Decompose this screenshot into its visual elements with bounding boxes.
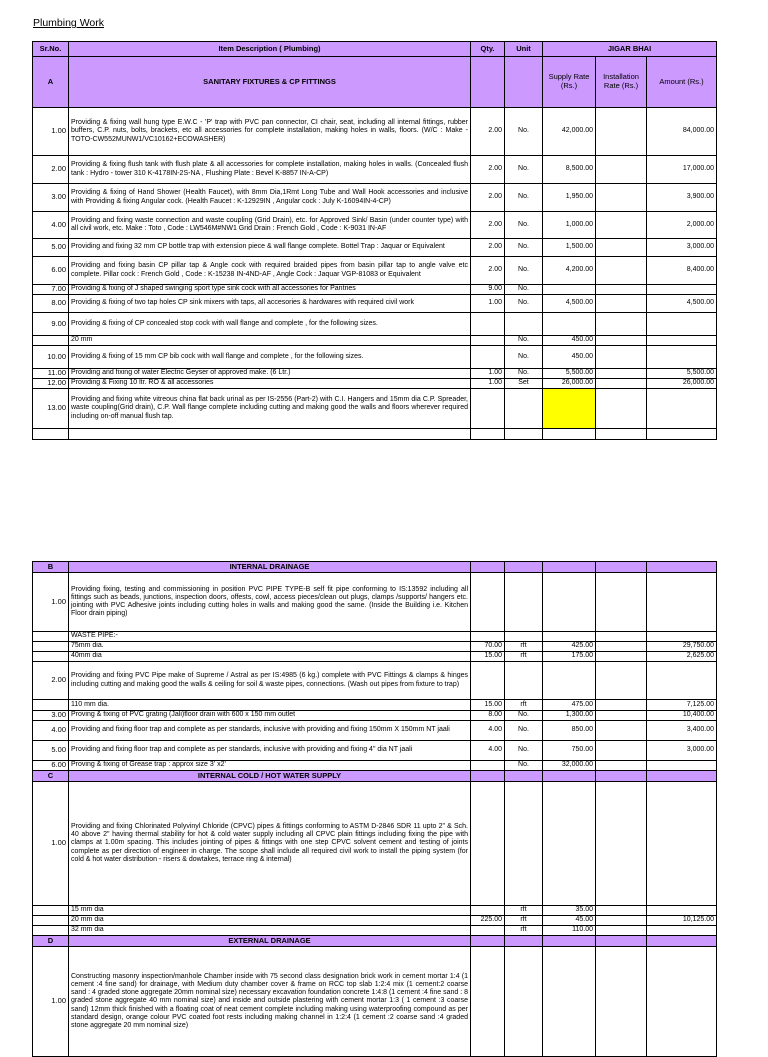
section-b-title: INTERNAL DRAINAGE bbox=[69, 562, 471, 573]
cell-amount bbox=[647, 313, 717, 336]
table-row bbox=[33, 573, 717, 632]
cell-desc: Providing and fixing floor trap and complete as per standards, inclusive with providing and fixing 150mm X 150mm NT jaali bbox=[69, 721, 471, 741]
cell-install bbox=[596, 642, 647, 652]
cell-unit: rft bbox=[505, 916, 543, 926]
cell-amount: 3,400.00 bbox=[647, 721, 717, 741]
table-row bbox=[33, 313, 717, 336]
cell-desc: Providing & fixing of J shaped swinging sport type sink cock with all accessories for Pantries bbox=[69, 285, 471, 295]
cell-install bbox=[596, 721, 647, 741]
cell-desc: Providing and fixing waste connection and waste coupling (Grid Drain), etc. for Approved Sink/ Basin (under counter type) with all civil work, etc. Make : Toto , Code : LW546M#NW1 Grid Drain : French Gold , Code : K-9031 IN-AF bbox=[69, 212, 471, 239]
cell-sr: 9.00 bbox=[33, 313, 69, 336]
cell-supply: 1,500.00 bbox=[543, 239, 596, 257]
cell-supply bbox=[543, 662, 596, 700]
cell-qty: 4.00 bbox=[471, 741, 505, 761]
cell-unit: No. bbox=[505, 336, 543, 346]
table-row bbox=[33, 632, 717, 642]
cell-supply: 450.00 bbox=[543, 346, 596, 369]
table-row bbox=[33, 761, 717, 771]
cell-qty: 1.00 bbox=[471, 295, 505, 313]
cell-qty: 2.00 bbox=[471, 239, 505, 257]
cell-sr: 13.00 bbox=[33, 389, 69, 429]
cell-sr: 7.00 bbox=[33, 285, 69, 295]
table-row bbox=[33, 184, 717, 212]
cell-sr: 5.00 bbox=[33, 239, 69, 257]
cell-qty bbox=[471, 782, 505, 906]
cell-desc: Providing and fixing floor trap and complete as per standards, inclusive with providing and fixing 4" dia NT jaali bbox=[69, 741, 471, 761]
page-title: Plumbing Work bbox=[33, 17, 104, 29]
cell-amount: 3,900.00 bbox=[647, 184, 717, 212]
table-row bbox=[33, 285, 717, 295]
cell-desc: Providing & fixing flush tank with flush plate & all accessories for complete installation, making holes in walls. (Concealed flush tank : Hydro - tower 310 K-4178IN-2S-NA , Flushing Plate : Bevel K-8857 IN-A-CP) bbox=[69, 156, 471, 184]
cell-qty bbox=[471, 761, 505, 771]
cell-unit bbox=[505, 573, 543, 632]
cell-supply: 32,000.00 bbox=[543, 761, 596, 771]
cell-unit: Set bbox=[505, 379, 543, 389]
cell-desc: Constructing masonry inspection/manhole Chamber inside with 75 second class designation brick work in cement mortar 1:4 (1 cement :4 fine sand) for drainage, with Medium duty chamber cover & frame on RCC top slab 1:2:4 mix (1 cement:2 coarse sand : 4 graded stone aggregate 20mm nominal size) necessary excavation foundation concrete 1:4:8 (1 cement :4 fine sand : 8 graded stone aggregate 40 mm nominal size) and inside and outside plastering with cement mortar 1:3 ( 1 cement :3 coarse sand) 12mm thick finished with a floating coat of neat cement complete including making using waterproofing compound as per standard design, orange colour PVC coated foot rests including making channel in 1:2:4 (1 cement :2 coarse sand :4 graded stone aggregate 20 mm nominal size) bbox=[69, 947, 471, 1057]
cell-unit: No. bbox=[505, 295, 543, 313]
cell-desc: 75mm dia. bbox=[69, 642, 471, 652]
cell-install bbox=[596, 662, 647, 700]
cell-install bbox=[596, 916, 647, 926]
cell-unit: No. bbox=[505, 285, 543, 295]
cell-qty: 2.00 bbox=[471, 108, 505, 156]
cell-unit: No. bbox=[505, 721, 543, 741]
cell-supply: 1,000.00 bbox=[543, 212, 596, 239]
cell-install bbox=[596, 389, 647, 429]
table-row bbox=[33, 782, 717, 906]
sanitary-table bbox=[32, 41, 717, 440]
cell-unit bbox=[505, 947, 543, 1057]
cell-supply: 42,000.00 bbox=[543, 108, 596, 156]
cell-install bbox=[596, 573, 647, 632]
table-row bbox=[33, 379, 717, 389]
cell-desc: Providing and fixing of water Electric Geyser of approved make. (6 Ltr.) bbox=[69, 369, 471, 379]
cell-qty: 9.00 bbox=[471, 285, 505, 295]
cell-desc: Providing and fixing 32 mm CP bottle trap with extension piece & wall flange complete. Bottel Trap : Jaquar or Equivalent bbox=[69, 239, 471, 257]
cell-amount: 2,625.00 bbox=[647, 652, 717, 662]
table-row bbox=[33, 652, 717, 662]
table-row bbox=[33, 926, 717, 936]
cell-desc: Providing and fixing PVC Pipe make of Supreme / Astral as per IS:4985 (6 kg.) complete with PVC Fittings & clamps & hinges including cutting and making good the walls & ceiling for soil & waste pipes, connections. (Wash out pipes from fixture to trap) bbox=[69, 662, 471, 700]
cell-install bbox=[596, 313, 647, 336]
cell-amount bbox=[647, 926, 717, 936]
table-row bbox=[33, 295, 717, 313]
cell-unit: No. bbox=[505, 761, 543, 771]
cell-sr bbox=[33, 916, 69, 926]
header-installation-rate: Installation Rate (Rs.) bbox=[596, 57, 647, 108]
table-row bbox=[33, 389, 717, 429]
cell-supply: 475.00 bbox=[543, 700, 596, 711]
cell-qty: 70.00 bbox=[471, 642, 505, 652]
cell-qty bbox=[471, 346, 505, 369]
cell-amount: 84,000.00 bbox=[647, 108, 717, 156]
cell-supply bbox=[543, 389, 596, 429]
cell-amount bbox=[647, 906, 717, 916]
cell-sr bbox=[33, 336, 69, 346]
cell-sr: 10.00 bbox=[33, 346, 69, 369]
cell-desc: Providing & fixing of two tap holes CP sink mixers with taps, all accesories & hardwares with required civil work bbox=[69, 295, 471, 313]
cell-amount: 29,750.00 bbox=[647, 642, 717, 652]
cell-supply bbox=[543, 632, 596, 642]
cell-sr bbox=[33, 700, 69, 711]
cell-sr: 3.00 bbox=[33, 184, 69, 212]
cell-desc: Providing & fixing of 15 mm CP bib cock with wall flange and complete , for the following sizes. bbox=[69, 346, 471, 369]
cell-amount: 3,000.00 bbox=[647, 741, 717, 761]
cell-install bbox=[596, 156, 647, 184]
cell-desc: Providing & fixing wall hung type E.W.C - 'P' trap with PVC pan connector, CI chair, seat, including all internal fittings, rubber buffers, C.P. nuts, bolts, brackets, etc all accessories for complete installation, making holes in walls, floors. (W/C : Make - TOTO-CW552MUNW1/VC10162+ECOWASHER) bbox=[69, 108, 471, 156]
cell-qty bbox=[471, 662, 505, 700]
drainage-table bbox=[32, 561, 717, 1057]
cell-qty: 2.00 bbox=[471, 212, 505, 239]
cell-sr: 2.00 bbox=[33, 662, 69, 700]
cell-supply bbox=[543, 313, 596, 336]
cell-sr: 1.00 bbox=[33, 947, 69, 1057]
table-row bbox=[33, 721, 717, 741]
cell-unit bbox=[505, 313, 543, 336]
header-sr: Sr.No. bbox=[33, 42, 69, 57]
cell-qty: 1.00 bbox=[471, 369, 505, 379]
cell-unit bbox=[505, 782, 543, 906]
cell-amount: 2,000.00 bbox=[647, 212, 717, 239]
cell-qty bbox=[471, 632, 505, 642]
cell-supply: 45.00 bbox=[543, 916, 596, 926]
cell-desc: Providing fixing, testing and commissioning in position PVC PIPE TYPE-B self fit pipe conforming to IS:13592 including all fittings such as beads, junctions, inspection doors, offests, cowl, access pieces/clean out plugs, clamps /supports/ hangers etc. jointing with PVC Adhesive joints including cutting holes in walls and making good the same. (Inside the Building i.e. Kitchen Floor drain piping) bbox=[69, 573, 471, 632]
cell-desc: Proving & fixing of PVC grating (Jali)floor drain with 600 x 150 mm outlet bbox=[69, 711, 471, 721]
cell-install bbox=[596, 711, 647, 721]
cell-amount bbox=[647, 346, 717, 369]
header-qty: Qty. bbox=[471, 42, 505, 57]
cell-qty: 15.00 bbox=[471, 700, 505, 711]
cell-desc: 32 mm dia bbox=[69, 926, 471, 936]
table-row bbox=[33, 906, 717, 916]
cell-desc: 40mm dia bbox=[69, 652, 471, 662]
header-amount: Amount (Rs.) bbox=[647, 57, 717, 108]
cell-install bbox=[596, 184, 647, 212]
cell-unit: No. bbox=[505, 346, 543, 369]
cell-amount bbox=[647, 662, 717, 700]
header-vendor: JIGAR BHAI bbox=[543, 42, 717, 57]
cell-amount: 10,125.00 bbox=[647, 916, 717, 926]
table-row bbox=[33, 156, 717, 184]
cell-desc: 20 mm dia bbox=[69, 916, 471, 926]
cell-amount: 3,000.00 bbox=[647, 239, 717, 257]
cell-sr: 12.00 bbox=[33, 379, 69, 389]
cell-supply: 750.00 bbox=[543, 741, 596, 761]
table-row bbox=[33, 741, 717, 761]
section-c-title: INTERNAL COLD / HOT WATER SUPPLY bbox=[69, 771, 471, 782]
section-a-title: SANITARY FIXTURES & CP FITTINGS bbox=[69, 57, 471, 108]
header-desc: Item Description ( Plumbing) bbox=[69, 42, 471, 57]
cell-amount bbox=[647, 632, 717, 642]
cell-qty bbox=[471, 926, 505, 936]
table-row bbox=[33, 336, 717, 346]
cell-install bbox=[596, 652, 647, 662]
cell-install bbox=[596, 239, 647, 257]
cell-supply: 175.00 bbox=[543, 652, 596, 662]
cell-sr bbox=[33, 652, 69, 662]
cell-unit: rft bbox=[505, 926, 543, 936]
cell-sr: 1.00 bbox=[33, 573, 69, 632]
cell-qty: 4.00 bbox=[471, 721, 505, 741]
cell-amount: 10,400.00 bbox=[647, 711, 717, 721]
cell-sr: 5.00 bbox=[33, 741, 69, 761]
table-row bbox=[33, 642, 717, 652]
cell-desc: Proving & fixing of Grease trap : approx size 3' x2' bbox=[69, 761, 471, 771]
cell-install bbox=[596, 212, 647, 239]
cell-qty bbox=[471, 573, 505, 632]
cell-qty: 225.00 bbox=[471, 916, 505, 926]
cell-desc: Providing & fixing of CP concealed stop cock with wall flange and complete , for the following sizes. bbox=[69, 313, 471, 336]
cell-supply bbox=[543, 782, 596, 906]
cell-supply bbox=[543, 947, 596, 1057]
cell-supply: 4,200.00 bbox=[543, 257, 596, 285]
cell-unit: rft bbox=[505, 652, 543, 662]
cell-desc: Providing and fixing Chlorinated Polyvinyl Chloride (CPVC) pipes & fittings conforming to ASTM D-2846 SDR 11 upto 2" & Sch. 40 above 2" having thermal stability for hot & cold water supply including all CPVC plain fittings including fixing the pipe with clamps at 1.00m spacing. This includes jointing of pipes & fittings with one step CPVC solvent cement and testing of joints complete as per direction of engineer in charge. The scope shall include all required civil work to install the piping system (for cold & hot water distribution - risers & dowtakes, terrace ring & internal) bbox=[69, 782, 471, 906]
cell-desc: Providing & Fixing 10 ltr. RO & all accessories bbox=[69, 379, 471, 389]
section-a-sr: A bbox=[33, 57, 69, 108]
cell-amount: 7,125.00 bbox=[647, 700, 717, 711]
cell-unit: No. bbox=[505, 156, 543, 184]
table-row bbox=[33, 257, 717, 285]
table-row bbox=[33, 346, 717, 369]
cell-install bbox=[596, 632, 647, 642]
cell-supply bbox=[543, 573, 596, 632]
cell-supply: 8,500.00 bbox=[543, 156, 596, 184]
cell-unit bbox=[505, 632, 543, 642]
cell-supply: 35.00 bbox=[543, 906, 596, 916]
cell-qty bbox=[471, 906, 505, 916]
cell-desc: Providing and fixing basin CP pillar tap & Angle cock with required braided pipes from basin pillar tap to angle valve etc complete. Pillar cock : French Gold , Code : K-15238 IN-4ND-AF , Angle Cock : Jaquar VGP-81083 or Equivalent bbox=[69, 257, 471, 285]
cell-supply: 110.00 bbox=[543, 926, 596, 936]
cell-sr: 2.00 bbox=[33, 156, 69, 184]
cell-install bbox=[596, 926, 647, 936]
cell-unit: No. bbox=[505, 711, 543, 721]
cell-install bbox=[596, 369, 647, 379]
cell-amount bbox=[647, 782, 717, 906]
cell-desc: 110 mm dia. bbox=[69, 700, 471, 711]
cell-supply: 1,300.00 bbox=[543, 711, 596, 721]
cell-unit: rft bbox=[505, 906, 543, 916]
cell-unit bbox=[505, 662, 543, 700]
table-row bbox=[33, 369, 717, 379]
section-b-sr: B bbox=[33, 562, 69, 573]
cell-sr: 4.00 bbox=[33, 721, 69, 741]
cell-supply: 4,500.00 bbox=[543, 295, 596, 313]
cell-desc: WASTE PIPE:- bbox=[69, 632, 471, 642]
cell-supply: 1,950.00 bbox=[543, 184, 596, 212]
cell-sr bbox=[33, 642, 69, 652]
cell-qty: 2.00 bbox=[471, 184, 505, 212]
cell-amount: 26,000.00 bbox=[647, 379, 717, 389]
cell-qty: 1.00 bbox=[471, 379, 505, 389]
cell-amount: 4,500.00 bbox=[647, 295, 717, 313]
cell-sr: 3.00 bbox=[33, 711, 69, 721]
table-row bbox=[33, 662, 717, 700]
cell-amount bbox=[647, 573, 717, 632]
cell-qty bbox=[471, 336, 505, 346]
table-row bbox=[33, 711, 717, 721]
cell-install bbox=[596, 346, 647, 369]
cell-supply: 425.00 bbox=[543, 642, 596, 652]
cell-unit: rft bbox=[505, 700, 543, 711]
cell-amount: 5,500.00 bbox=[647, 369, 717, 379]
cell-install bbox=[596, 761, 647, 771]
cell-sr bbox=[33, 926, 69, 936]
cell-sr: 6.00 bbox=[33, 761, 69, 771]
cell-qty bbox=[471, 313, 505, 336]
cell-sr bbox=[33, 906, 69, 916]
table-row bbox=[33, 700, 717, 711]
cell-install bbox=[596, 295, 647, 313]
cell-unit: No. bbox=[505, 369, 543, 379]
cell-install bbox=[596, 947, 647, 1057]
cell-qty: 2.00 bbox=[471, 156, 505, 184]
header-supply-rate: Supply Rate (Rs.) bbox=[543, 57, 596, 108]
cell-amount: 8,400.00 bbox=[647, 257, 717, 285]
cell-install bbox=[596, 906, 647, 916]
cell-install bbox=[596, 336, 647, 346]
cell-unit: No. bbox=[505, 184, 543, 212]
cell-desc: 20 mm bbox=[69, 336, 471, 346]
table-row bbox=[33, 239, 717, 257]
section-d-title: EXTERNAL DRAINAGE bbox=[69, 936, 471, 947]
cell-amount bbox=[647, 389, 717, 429]
cell-unit bbox=[505, 389, 543, 429]
cell-sr: 11.00 bbox=[33, 369, 69, 379]
cell-unit: No. bbox=[505, 108, 543, 156]
cell-sr: 6.00 bbox=[33, 257, 69, 285]
cell-unit: No. bbox=[505, 741, 543, 761]
cell-sr bbox=[33, 632, 69, 642]
cell-sr: 8.00 bbox=[33, 295, 69, 313]
cell-install bbox=[596, 741, 647, 761]
cell-qty bbox=[471, 389, 505, 429]
cell-install bbox=[596, 108, 647, 156]
cell-qty: 8.00 bbox=[471, 711, 505, 721]
cell-qty: 2.00 bbox=[471, 257, 505, 285]
cell-install bbox=[596, 700, 647, 711]
cell-qty bbox=[471, 947, 505, 1057]
section-c-sr: C bbox=[33, 771, 69, 782]
cell-unit: rft bbox=[505, 642, 543, 652]
table-row bbox=[33, 108, 717, 156]
cell-desc: 15 mm dia bbox=[69, 906, 471, 916]
cell-amount bbox=[647, 285, 717, 295]
table-row bbox=[33, 916, 717, 926]
cell-desc: Providing and fixing white vitreous china flat back urinal as per IS-2556 (Part-2) with C.I. Hangers and 15mm dia C.P. Spreader, waste coupling(Grid drain), C.P. Wall flange complete including cutting and making good the walls and floors wherever required including on-off manual flush tap. bbox=[69, 389, 471, 429]
cell-install bbox=[596, 257, 647, 285]
cell-unit: No. bbox=[505, 239, 543, 257]
cell-install bbox=[596, 782, 647, 906]
cell-qty: 15.00 bbox=[471, 652, 505, 662]
cell-supply: 450.00 bbox=[543, 336, 596, 346]
cell-sr: 1.00 bbox=[33, 108, 69, 156]
cell-unit: No. bbox=[505, 212, 543, 239]
cell-amount bbox=[647, 761, 717, 771]
cell-unit: No. bbox=[505, 257, 543, 285]
cell-amount bbox=[647, 947, 717, 1057]
cell-install bbox=[596, 379, 647, 389]
table-row bbox=[33, 212, 717, 239]
cell-amount: 17,000.00 bbox=[647, 156, 717, 184]
cell-sr: 1.00 bbox=[33, 782, 69, 906]
section-d-sr: D bbox=[33, 936, 69, 947]
cell-install bbox=[596, 285, 647, 295]
cell-supply: 850.00 bbox=[543, 721, 596, 741]
cell-amount bbox=[647, 336, 717, 346]
cell-sr: 4.00 bbox=[33, 212, 69, 239]
cell-supply: 5,500.00 bbox=[543, 369, 596, 379]
cell-supply bbox=[543, 285, 596, 295]
cell-supply: 26,000.00 bbox=[543, 379, 596, 389]
cell-desc: Providing & fixing of Hand Shower (Health Faucet), with 8mm Dia,1Rmt Long Tube and Wall Hook accessories and inclusive with Providing & fixing Angular cock. (Health Faucet : K-12929IN , Angular cock : July K-16094IN-4-CP) bbox=[69, 184, 471, 212]
header-unit: Unit bbox=[505, 42, 543, 57]
table-row bbox=[33, 947, 717, 1057]
